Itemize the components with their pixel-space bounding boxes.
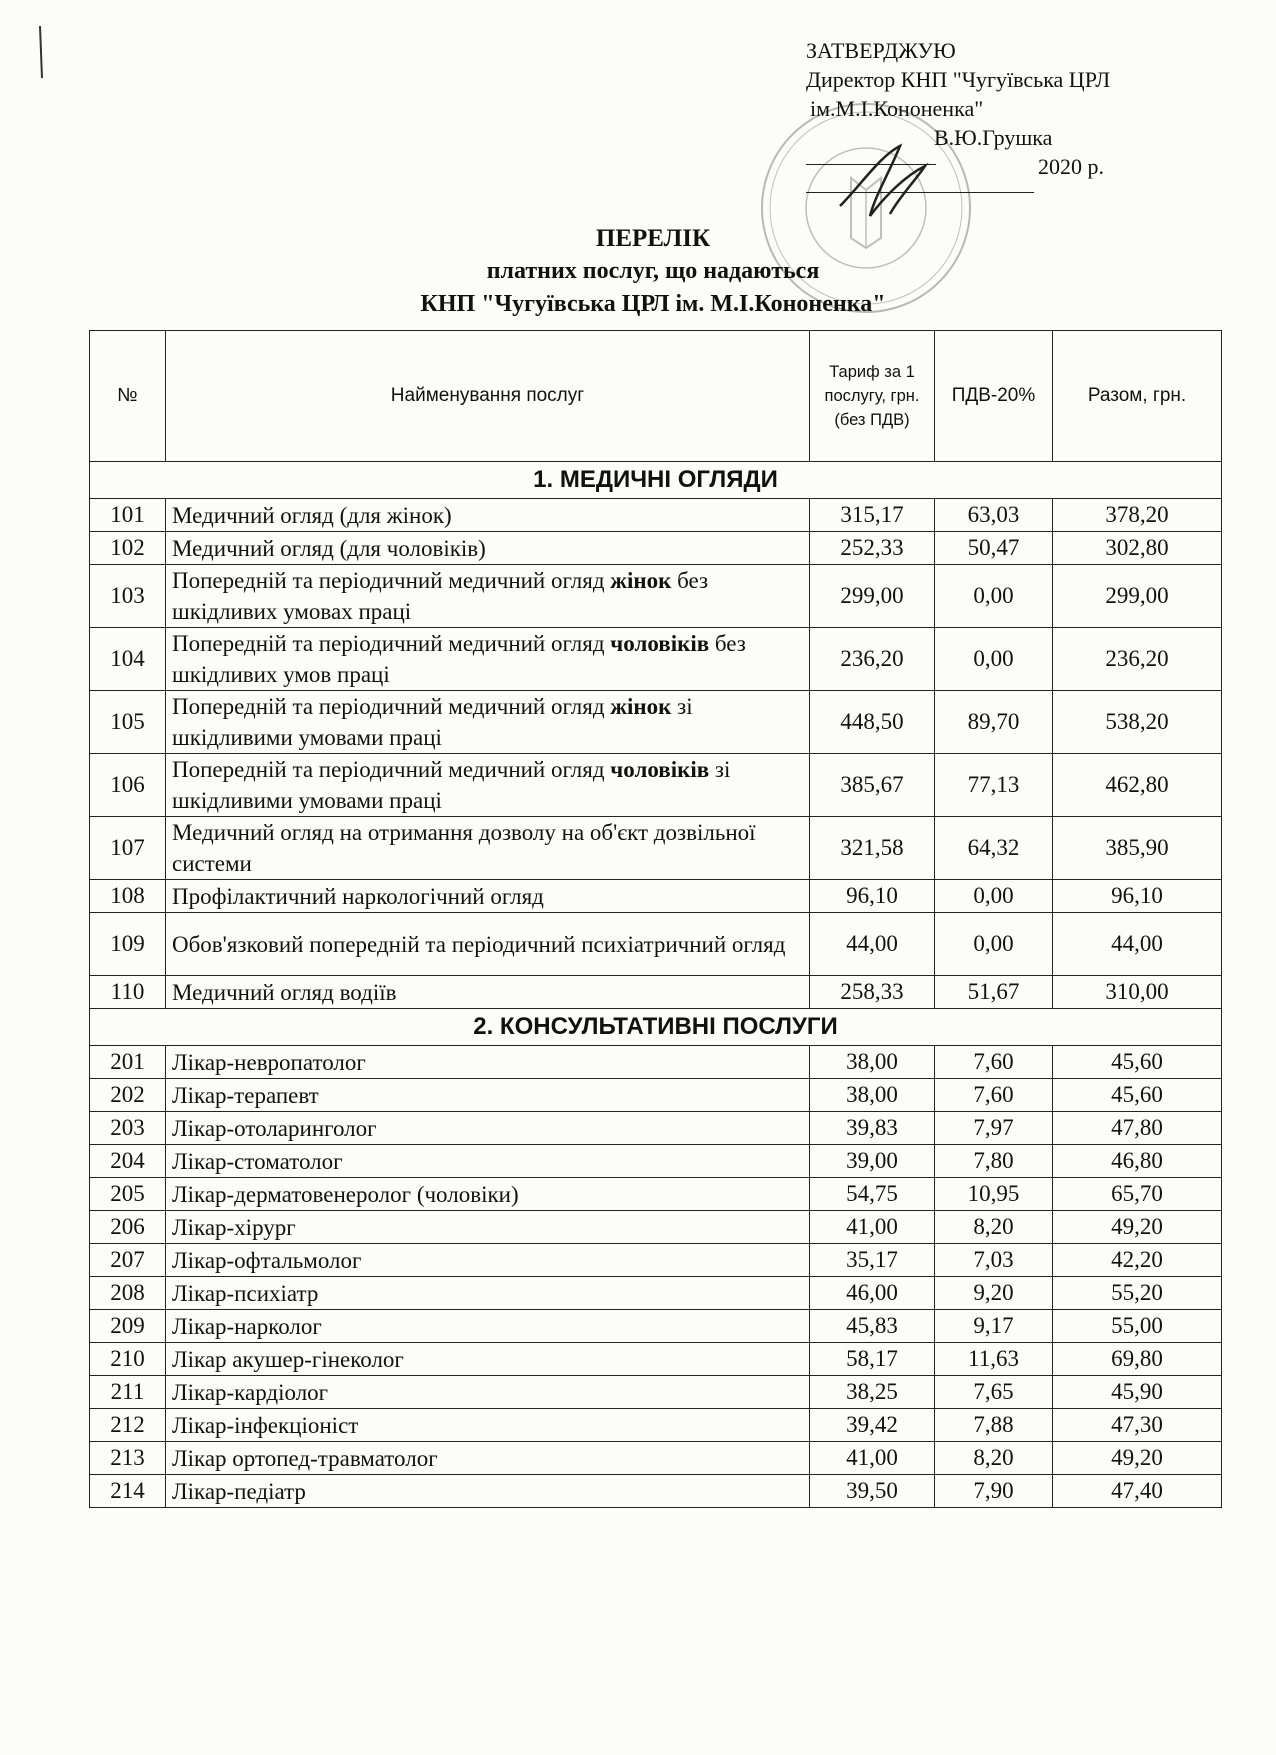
service-name [166, 880, 810, 913]
service-name [166, 1409, 810, 1442]
section-header-row [90, 462, 1222, 499]
service-name-text: Лікар-дерматовенеролог (чоловіки) [172, 1181, 519, 1207]
service-name-text: Медичний огляд на отримання дозволу на об'єкт дозвільної системи [172, 820, 756, 876]
row-number: 203 [90, 1112, 166, 1145]
approval-year: 2020 р. [1038, 154, 1104, 179]
row-number: 210 [90, 1343, 166, 1376]
service-name-text: Лікар-хірург [172, 1214, 296, 1240]
row-number: 211 [90, 1376, 166, 1409]
total-value: 55,20 [1053, 1277, 1222, 1310]
service-name-text: Медичний огляд водіїв [172, 979, 397, 1005]
signature-line [806, 164, 936, 165]
vat-value: 8,20 [935, 1442, 1053, 1475]
table-row [90, 499, 1222, 532]
title-line-1: ПЕРЕЛІК [595, 225, 711, 252]
document-title [0, 222, 1276, 321]
tariff-value: 44,00 [810, 913, 935, 976]
total-value: 385,90 [1053, 817, 1222, 880]
vat-value: 0,00 [935, 913, 1053, 976]
vat-value: 8,20 [935, 1211, 1053, 1244]
total-value: 49,20 [1053, 1211, 1222, 1244]
margin-pen-mark [38, 24, 44, 80]
service-name [166, 976, 810, 1009]
vat-value: 9,20 [935, 1277, 1053, 1310]
service-name-suffix: без шкідливих умовах праці [172, 568, 709, 624]
service-name-text: Лікар-нарколог [172, 1313, 322, 1339]
vat-value: 50,47 [935, 532, 1053, 565]
service-name [166, 817, 810, 880]
service-name-emphasis: чоловіків [610, 631, 710, 656]
vat-value: 77,13 [935, 754, 1053, 817]
service-name-text: Попередній та періодичний медичний огляд [172, 757, 611, 782]
total-value: 462,80 [1053, 754, 1222, 817]
tariff-value: 252,33 [810, 532, 935, 565]
service-name [166, 1376, 810, 1409]
title-line-3: КНП "Чугуївська ЦРЛ ім. М.І.Кононенка" [420, 291, 886, 317]
table-row [90, 1178, 1222, 1211]
total-value: 47,30 [1053, 1409, 1222, 1442]
service-name-text: Лікар-психіатр [172, 1280, 319, 1306]
vat-value: 7,60 [935, 1079, 1053, 1112]
tariff-value: 38,25 [810, 1376, 935, 1409]
row-number: 204 [90, 1145, 166, 1178]
row-number: 104 [90, 628, 166, 691]
vat-value: 89,70 [935, 691, 1053, 754]
service-name [166, 1277, 810, 1310]
service-name [166, 1046, 810, 1079]
row-number: 101 [90, 499, 166, 532]
row-number: 207 [90, 1244, 166, 1277]
row-number: 106 [90, 754, 166, 817]
service-name-text: Лікар-офтальмолог [172, 1247, 362, 1273]
service-name-text: Медичний огляд (для чоловіків) [172, 535, 486, 561]
service-name [166, 1112, 810, 1145]
tariff-value: 448,50 [810, 691, 935, 754]
tariff-value: 41,00 [810, 1211, 935, 1244]
tariff-value: 46,00 [810, 1277, 935, 1310]
total-value: 47,40 [1053, 1475, 1222, 1508]
total-value: 49,20 [1053, 1442, 1222, 1475]
row-number: 212 [90, 1409, 166, 1442]
tariff-value: 41,00 [810, 1442, 935, 1475]
vat-value: 0,00 [935, 628, 1053, 691]
table-row [90, 1376, 1222, 1409]
row-number: 205 [90, 1178, 166, 1211]
approval-position: Директор КНП "Чугуївська ЦРЛ [806, 67, 1111, 92]
title-line-2: платних послуг, що надаються [486, 258, 820, 284]
header-service-name: Найменування послуг [166, 331, 810, 462]
table-body [90, 462, 1222, 1508]
tariff-value: 54,75 [810, 1178, 935, 1211]
tariff-value: 45,83 [810, 1310, 935, 1343]
approval-heading: ЗАТВЕРДЖУЮ [806, 38, 956, 63]
service-name-text: Лікар-кардіолог [172, 1379, 329, 1405]
tariff-value: 39,50 [810, 1475, 935, 1508]
service-name-emphasis: жінок [610, 568, 672, 593]
table-row [90, 817, 1222, 880]
table-row [90, 1310, 1222, 1343]
row-number: 102 [90, 532, 166, 565]
vat-value: 0,00 [935, 880, 1053, 913]
total-value: 46,80 [1053, 1145, 1222, 1178]
service-name [166, 1343, 810, 1376]
total-value: 538,20 [1053, 691, 1222, 754]
vat-value: 7,03 [935, 1244, 1053, 1277]
tariff-value: 236,20 [810, 628, 935, 691]
vat-value: 7,97 [935, 1112, 1053, 1145]
service-name [166, 1310, 810, 1343]
row-number: 103 [90, 565, 166, 628]
section-title: 1. МЕДИЧНІ ОГЛЯДИ [90, 462, 1222, 499]
tariff-value: 315,17 [810, 499, 935, 532]
service-name-suffix: зі шкідливими умовами праці [172, 757, 731, 813]
vat-value: 10,95 [935, 1178, 1053, 1211]
table-row [90, 1244, 1222, 1277]
tariff-value: 39,42 [810, 1409, 935, 1442]
total-value: 96,10 [1053, 880, 1222, 913]
vat-value: 0,00 [935, 565, 1053, 628]
table-row [90, 1277, 1222, 1310]
total-value: 65,70 [1053, 1178, 1222, 1211]
service-name-text: Лікар-стоматолог [172, 1148, 343, 1174]
section-header-row [90, 1009, 1222, 1046]
table-row [90, 1079, 1222, 1112]
row-number: 107 [90, 817, 166, 880]
table-row [90, 1145, 1222, 1178]
total-value: 45,60 [1053, 1079, 1222, 1112]
service-name-text: Обов'язковий попередній та періодичний психіатричний огляд [172, 931, 786, 957]
tariff-value: 385,67 [810, 754, 935, 817]
total-value: 44,00 [1053, 913, 1222, 976]
service-name-text: Лікар-невропатолог [172, 1049, 366, 1075]
table-row [90, 880, 1222, 913]
table-row [90, 1343, 1222, 1376]
table-row [90, 976, 1222, 1009]
vat-value: 64,32 [935, 817, 1053, 880]
row-number: 209 [90, 1310, 166, 1343]
approval-organization: ім.М.І.Кононенка" [810, 96, 984, 121]
row-number: 206 [90, 1211, 166, 1244]
section-title: 2. КОНСУЛЬТАТИВНІ ПОСЛУГИ [90, 1009, 1222, 1046]
service-name-suffix: зі шкідливими умовами праці [172, 694, 693, 750]
service-name [166, 565, 810, 628]
table-row [90, 754, 1222, 817]
service-name-text: Лікар ортопед-травматолог [172, 1445, 438, 1471]
table-row [90, 1046, 1222, 1079]
total-value: 45,60 [1053, 1046, 1222, 1079]
service-name-text: Лікар-отоларинголог [172, 1115, 377, 1141]
row-number: 208 [90, 1277, 166, 1310]
service-name-text: Лікар-інфекціоніст [172, 1412, 359, 1438]
vat-value: 7,88 [935, 1409, 1053, 1442]
table-row [90, 1475, 1222, 1508]
service-name [166, 499, 810, 532]
row-number: 109 [90, 913, 166, 976]
tariff-value: 321,58 [810, 817, 935, 880]
tariff-value: 96,10 [810, 880, 935, 913]
total-value: 236,20 [1053, 628, 1222, 691]
total-value: 55,00 [1053, 1310, 1222, 1343]
vat-value: 11,63 [935, 1343, 1053, 1376]
vat-value: 9,17 [935, 1310, 1053, 1343]
service-name-text: Попередній та періодичний медичний огляд [172, 631, 611, 656]
tariff-value: 38,00 [810, 1046, 935, 1079]
table-row [90, 628, 1222, 691]
table-row [90, 691, 1222, 754]
table-header-row [90, 331, 1222, 462]
table-row [90, 532, 1222, 565]
tariff-value: 38,00 [810, 1079, 935, 1112]
row-number: 213 [90, 1442, 166, 1475]
service-name [166, 628, 810, 691]
service-name [166, 691, 810, 754]
service-name [166, 1145, 810, 1178]
service-name [166, 1475, 810, 1508]
vat-value: 63,03 [935, 499, 1053, 532]
service-name-text: Профілактичний наркологічний огляд [172, 883, 544, 909]
tariff-value: 39,00 [810, 1145, 935, 1178]
service-name [166, 913, 810, 976]
row-number: 110 [90, 976, 166, 1009]
tariff-value: 58,17 [810, 1343, 935, 1376]
header-number: № [90, 331, 166, 462]
vat-value: 7,65 [935, 1376, 1053, 1409]
row-number: 108 [90, 880, 166, 913]
total-value: 69,80 [1053, 1343, 1222, 1376]
service-name [166, 1244, 810, 1277]
approval-director-name: В.Ю.Грушка [934, 125, 1053, 150]
service-name-emphasis: жінок [610, 694, 672, 719]
date-line [806, 192, 1034, 193]
service-name-text: Медичний огляд (для жінок) [172, 502, 452, 528]
service-name-text: Лікар акушер-гінеколог [172, 1346, 404, 1372]
total-value: 302,80 [1053, 532, 1222, 565]
header-total: Разом, грн. [1053, 331, 1222, 462]
table-row [90, 1442, 1222, 1475]
total-value: 42,20 [1053, 1244, 1222, 1277]
total-value: 310,00 [1053, 976, 1222, 1009]
tariff-value: 299,00 [810, 565, 935, 628]
service-name-emphasis: чоловіків [610, 757, 710, 782]
vat-value: 7,60 [935, 1046, 1053, 1079]
vat-value: 51,67 [935, 976, 1053, 1009]
row-number: 105 [90, 691, 166, 754]
table-row [90, 1409, 1222, 1442]
service-name [166, 1178, 810, 1211]
row-number: 214 [90, 1475, 166, 1508]
table-row [90, 565, 1222, 628]
total-value: 299,00 [1053, 565, 1222, 628]
service-name-text: Лікар-педіатр [172, 1478, 306, 1504]
service-name [166, 1442, 810, 1475]
vat-value: 7,80 [935, 1145, 1053, 1178]
header-vat: ПДВ-20% [935, 331, 1053, 462]
approval-block [806, 36, 1110, 181]
service-name [166, 1211, 810, 1244]
tariff-value: 258,33 [810, 976, 935, 1009]
header-tariff: Тариф за 1 послугу, грн. (без ПДВ) [810, 331, 935, 462]
table-row [90, 1112, 1222, 1145]
service-name-text: Попередній та періодичний медичний огляд [172, 568, 611, 593]
service-name [166, 754, 810, 817]
services-price-table [89, 330, 1222, 1508]
row-number: 202 [90, 1079, 166, 1112]
service-name [166, 1079, 810, 1112]
row-number: 201 [90, 1046, 166, 1079]
vat-value: 7,90 [935, 1475, 1053, 1508]
total-value: 47,80 [1053, 1112, 1222, 1145]
service-name-text: Лікар-терапевт [172, 1082, 319, 1108]
total-value: 45,90 [1053, 1376, 1222, 1409]
total-value: 378,20 [1053, 499, 1222, 532]
service-name [166, 532, 810, 565]
table-row [90, 1211, 1222, 1244]
tariff-value: 35,17 [810, 1244, 935, 1277]
service-name-text: Попередній та періодичний медичний огляд [172, 694, 611, 719]
service-name-suffix: без шкідливих умов праці [172, 631, 746, 687]
table-row [90, 913, 1222, 976]
tariff-value: 39,83 [810, 1112, 935, 1145]
